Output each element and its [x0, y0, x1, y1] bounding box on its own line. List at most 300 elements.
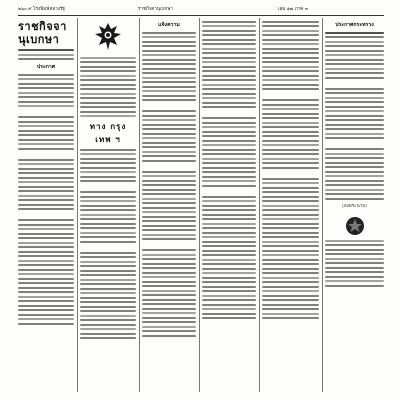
text-line	[18, 181, 74, 183]
text-line	[262, 43, 319, 45]
text-line	[325, 106, 384, 108]
text-line	[262, 108, 319, 110]
text-line	[202, 122, 256, 124]
text-line	[202, 70, 256, 72]
text-line	[18, 186, 74, 188]
text-line	[325, 162, 384, 164]
text-line	[325, 193, 384, 195]
text-line	[142, 249, 196, 251]
text-line	[262, 84, 319, 86]
text-line	[142, 45, 196, 47]
text-line	[80, 274, 136, 276]
text-line	[262, 48, 319, 50]
text-line	[18, 199, 74, 201]
text-line	[142, 276, 196, 278]
text-line	[80, 191, 136, 193]
text-line	[18, 318, 74, 320]
text-line	[202, 317, 256, 319]
text-line	[142, 330, 196, 332]
paragraph-gap	[262, 171, 319, 175]
text-line	[262, 209, 319, 211]
text-line	[80, 256, 136, 258]
text-line	[80, 162, 136, 164]
text-line	[18, 49, 74, 51]
text-line	[80, 167, 136, 169]
text-line	[202, 21, 256, 23]
text-line	[202, 102, 256, 104]
text-line	[18, 260, 74, 262]
text-line	[18, 242, 74, 244]
text-line	[18, 273, 74, 275]
text-line	[80, 337, 136, 339]
text-line	[202, 48, 256, 50]
text-line	[80, 84, 136, 86]
text-line	[325, 115, 384, 117]
text-line	[18, 168, 74, 170]
text-line	[202, 176, 256, 178]
text-line	[18, 96, 74, 98]
text-line	[142, 229, 196, 231]
text-line	[142, 180, 196, 182]
text-column-6	[325, 18, 384, 394]
text-line	[80, 279, 136, 281]
text-line	[325, 124, 384, 126]
text-column-4	[202, 18, 256, 394]
text-line	[325, 41, 384, 43]
text-line	[325, 280, 384, 282]
paragraph-gap	[80, 185, 136, 189]
text-line	[142, 263, 196, 265]
text-line	[325, 249, 384, 251]
text-line	[325, 32, 384, 34]
column-divider	[322, 18, 323, 392]
text-line	[325, 77, 384, 79]
text-line	[262, 149, 319, 151]
text-line	[202, 158, 256, 160]
text-line	[142, 81, 196, 83]
text-line	[202, 171, 256, 173]
text-line	[262, 122, 319, 124]
text-line	[142, 54, 196, 56]
paragraph-gap	[262, 93, 319, 97]
text-line	[80, 252, 136, 254]
text-line	[262, 286, 319, 288]
text-line	[262, 205, 319, 207]
text-line	[18, 296, 74, 298]
text-line	[18, 54, 74, 56]
text-line	[142, 86, 196, 88]
text-column-5	[262, 18, 319, 394]
text-line	[18, 291, 74, 293]
paragraph-gap	[142, 164, 196, 168]
column-divider	[199, 18, 200, 392]
text-line	[202, 281, 256, 283]
text-line	[18, 300, 74, 302]
text-line	[325, 137, 384, 139]
text-line	[325, 133, 384, 135]
text-line	[202, 263, 256, 265]
text-line	[325, 175, 384, 177]
text-line	[18, 287, 74, 289]
text-line	[18, 246, 74, 248]
header-right-text: เล่ม ๑๗ ภาค ๓	[278, 7, 308, 12]
text-line	[142, 137, 196, 139]
text-line	[142, 119, 196, 121]
text-line	[262, 200, 319, 202]
paragraph-gap	[80, 245, 136, 249]
text-line	[325, 45, 384, 47]
text-line	[262, 232, 319, 234]
text-line	[262, 236, 319, 238]
text-line	[80, 158, 136, 160]
text-line	[325, 253, 384, 255]
text-line	[18, 282, 74, 284]
text-line	[262, 223, 319, 225]
text-line	[80, 97, 136, 99]
text-line	[202, 140, 256, 142]
text-line	[80, 102, 136, 104]
text-line	[18, 204, 74, 206]
text-line	[80, 214, 136, 216]
text-line	[202, 236, 256, 238]
text-line	[80, 196, 136, 198]
paragraph-gap	[18, 152, 74, 156]
text-line	[80, 310, 136, 312]
paragraph-gap	[202, 111, 256, 115]
text-line	[202, 52, 256, 54]
text-line	[325, 148, 384, 150]
text-column-2	[80, 18, 136, 394]
text-line	[202, 272, 256, 274]
text-line	[202, 39, 256, 41]
text-line	[80, 283, 136, 285]
signature-note: (ลงพระนาม)	[342, 204, 367, 209]
text-line	[18, 87, 74, 89]
text-line	[325, 276, 384, 278]
text-line	[18, 219, 74, 221]
text-column-1	[18, 18, 74, 394]
text-line	[202, 88, 256, 90]
text-line	[142, 321, 196, 323]
text-line	[18, 159, 74, 161]
text-line	[80, 223, 136, 225]
text-line	[142, 59, 196, 61]
text-line	[202, 286, 256, 288]
text-line	[202, 131, 256, 133]
text-line	[202, 180, 256, 182]
text-line	[202, 209, 256, 211]
text-line	[80, 93, 136, 95]
text-line	[262, 259, 319, 261]
text-line	[325, 244, 384, 246]
text-line	[18, 190, 74, 192]
text-line	[18, 116, 74, 118]
text-line	[262, 113, 319, 115]
text-line	[142, 155, 196, 157]
text-line	[202, 97, 256, 99]
text-line	[142, 211, 196, 213]
text-line	[325, 36, 384, 38]
text-line	[142, 294, 196, 296]
text-line	[80, 149, 136, 151]
text-line	[18, 195, 74, 197]
column-heading: ประกาศกระทรวง	[335, 22, 374, 28]
paragraph-gap	[325, 81, 384, 85]
text-line	[262, 57, 319, 59]
text-line	[262, 25, 319, 27]
column-heading: ประกาศ	[36, 64, 56, 70]
text-line	[262, 34, 319, 36]
text-line	[18, 74, 74, 76]
text-column-3	[142, 18, 196, 394]
text-line	[262, 277, 319, 279]
text-line	[18, 121, 74, 123]
text-line	[80, 61, 136, 63]
text-line	[262, 182, 319, 184]
text-line	[142, 175, 196, 177]
text-line	[142, 202, 196, 204]
text-line	[262, 254, 319, 256]
text-line	[80, 288, 136, 290]
text-line	[262, 178, 319, 180]
text-line	[325, 59, 384, 61]
text-line	[142, 133, 196, 135]
text-line	[262, 281, 319, 283]
text-line	[18, 78, 74, 80]
text-line	[202, 299, 256, 301]
text-line	[262, 70, 319, 72]
text-line	[80, 292, 136, 294]
text-line	[202, 25, 256, 27]
text-line	[142, 184, 196, 186]
text-line	[142, 124, 196, 126]
text-line	[262, 158, 319, 160]
text-line	[262, 218, 319, 220]
text-line	[325, 63, 384, 65]
text-line	[202, 232, 256, 234]
text-line	[142, 326, 196, 328]
text-line	[202, 205, 256, 207]
text-line	[142, 303, 196, 305]
text-line	[202, 106, 256, 108]
text-line	[325, 97, 384, 99]
text-line	[262, 268, 319, 270]
text-line	[142, 317, 196, 319]
text-line	[80, 333, 136, 335]
text-line	[80, 265, 136, 267]
text-line	[262, 187, 319, 189]
text-line	[202, 223, 256, 225]
text-line	[18, 172, 74, 174]
text-line	[262, 308, 319, 310]
text-line	[262, 245, 319, 247]
text-line	[202, 214, 256, 216]
text-line	[262, 317, 319, 319]
text-line	[142, 281, 196, 283]
text-line	[262, 117, 319, 119]
text-line	[142, 160, 196, 162]
paragraph-gap	[142, 104, 196, 108]
paragraph-gap	[325, 142, 384, 146]
text-line	[202, 34, 256, 36]
column-divider	[259, 18, 260, 392]
text-line	[202, 135, 256, 137]
text-line	[262, 250, 319, 252]
text-line	[80, 176, 136, 178]
text-line	[18, 309, 74, 311]
text-line	[202, 84, 256, 86]
text-line	[80, 111, 136, 113]
text-line	[202, 75, 256, 77]
text-line	[325, 157, 384, 159]
text-line	[262, 144, 319, 146]
text-line	[202, 308, 256, 310]
text-line	[262, 290, 319, 292]
text-line	[262, 131, 319, 133]
text-line	[262, 75, 319, 77]
text-line	[18, 264, 74, 266]
text-line	[202, 43, 256, 45]
text-line	[325, 153, 384, 155]
text-line	[202, 162, 256, 164]
text-line	[142, 198, 196, 200]
header-rule	[18, 15, 384, 16]
text-line	[142, 220, 196, 222]
text-line	[18, 255, 74, 257]
text-line	[202, 66, 256, 68]
text-line	[142, 142, 196, 144]
text-line	[202, 277, 256, 279]
text-line	[202, 259, 256, 261]
text-line	[80, 88, 136, 90]
text-line	[142, 207, 196, 209]
text-line	[18, 278, 74, 280]
text-line	[80, 205, 136, 207]
text-line	[80, 227, 136, 229]
text-line	[202, 200, 256, 202]
header-center-text: ราชกิจจานุเบกษา	[138, 7, 173, 12]
text-line	[142, 110, 196, 112]
header-left-text: ๒๖๐ ๙ โรงพิมพ์หลวงรัฐ	[18, 7, 65, 12]
text-line	[262, 241, 319, 243]
royal-seal-icon	[325, 215, 384, 237]
text-line	[325, 128, 384, 130]
text-line	[18, 92, 74, 94]
text-line	[202, 185, 256, 187]
text-line	[262, 104, 319, 106]
text-line	[142, 258, 196, 260]
text-line	[80, 66, 136, 68]
text-line	[18, 139, 74, 141]
text-line	[325, 285, 384, 287]
text-line	[18, 251, 74, 253]
text-line	[202, 241, 256, 243]
text-line	[262, 272, 319, 274]
text-line	[262, 214, 319, 216]
text-line	[325, 110, 384, 112]
text-line	[80, 75, 136, 77]
text-line	[80, 270, 136, 272]
text-line	[325, 88, 384, 90]
text-line	[80, 209, 136, 211]
text-line	[142, 234, 196, 236]
text-line	[142, 189, 196, 191]
text-line	[325, 240, 384, 242]
text-line	[18, 134, 74, 136]
text-line	[262, 140, 319, 142]
text-line	[325, 119, 384, 121]
text-line	[202, 196, 256, 198]
text-line	[262, 79, 319, 81]
text-line	[80, 171, 136, 173]
text-line	[142, 95, 196, 97]
text-line	[325, 166, 384, 168]
text-line	[325, 92, 384, 94]
text-line	[18, 105, 74, 107]
text-line	[202, 153, 256, 155]
text-line	[142, 146, 196, 148]
text-line	[142, 63, 196, 65]
text-line	[142, 272, 196, 274]
text-line	[18, 177, 74, 179]
text-line	[262, 167, 319, 169]
text-line	[202, 117, 256, 119]
text-line	[325, 271, 384, 273]
text-line	[18, 228, 74, 230]
text-line	[262, 299, 319, 301]
text-line	[202, 93, 256, 95]
text-line	[142, 50, 196, 52]
text-line	[18, 83, 74, 85]
text-line	[325, 258, 384, 260]
text-line	[142, 99, 196, 101]
text-line	[80, 115, 136, 117]
text-line	[142, 193, 196, 195]
text-line	[202, 313, 256, 315]
text-line	[18, 323, 74, 325]
text-line	[142, 216, 196, 218]
text-line	[18, 101, 74, 103]
text-line	[325, 180, 384, 182]
text-line	[202, 250, 256, 252]
text-line	[325, 101, 384, 103]
text-line	[325, 50, 384, 52]
text-line	[80, 200, 136, 202]
text-line	[80, 70, 136, 72]
text-line	[80, 297, 136, 299]
column-divider	[139, 18, 140, 392]
text-line	[18, 233, 74, 235]
text-line	[142, 32, 196, 34]
paragraph-gap	[202, 189, 256, 193]
text-line	[142, 41, 196, 43]
text-line	[18, 130, 74, 132]
text-line	[325, 198, 384, 200]
text-line	[142, 299, 196, 301]
text-line	[202, 144, 256, 146]
text-line	[142, 68, 196, 70]
text-line	[262, 153, 319, 155]
text-line	[202, 61, 256, 63]
text-line	[80, 180, 136, 182]
text-line	[202, 218, 256, 220]
text-line	[325, 54, 384, 56]
text-line	[80, 218, 136, 220]
text-line	[142, 238, 196, 240]
text-line	[325, 189, 384, 191]
text-line	[80, 241, 136, 243]
text-line	[202, 245, 256, 247]
